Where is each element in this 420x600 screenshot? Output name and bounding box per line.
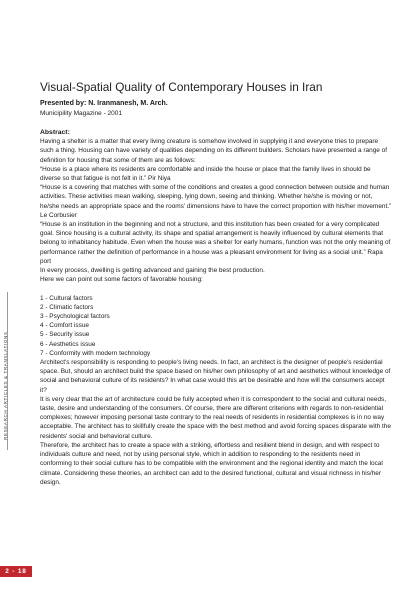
paragraph: Having a shelter is a matter that every living creature is somehow involved in supplying it and everyone tries to prepare such a thing. Housing can have variety of qualities depending on its different builders. Scholars have presented a range of definition for housing that some of them are as follows: [40,138,388,164]
list-item: 4 - Comfort issue [40,322,90,330]
abstract-body [40,137,392,487]
paragraph: Here we can point out some factors of favorable housing: [40,276,203,284]
paragraph: “House is an institution in the beginning and not a structure, and this institution has been created for a very complicated goal. Since housing is a cultural activity, its shape and spatial arrangement is heavily influenced by cultural elements that belong to inhabitancy habitude. Even when the house was a shelter for early humans, function was not the only meaning of performance rather the definition of performance in a house was a pleasant environment for living as a social unit.” Rapa port [40,221,391,265]
paragraph: “House is a place where its residents are comfortable and inside the house or place that the family lives in should be diverse so that fatigue is not felt in it.” Pir Niya [40,165,371,183]
section-side-label: RESEARCH ARTICLES & TRANSLATIONS [3,331,8,440]
author-line: Presented by: N. Iranmanesh, M. Arch. [40,100,168,107]
paragraph: “House is a covering that matches with some of the conditions and creates a good connection between outside and human activities. These activities mean walking, sleeping, lying down, seeing and thinking. Whether he/she is moving or not, he/she needs an appropriate space and the rooms' dimensions have to have the correct proportion with his/her movement.” Le Corbusier [40,184,392,219]
paragraph: Therefore, the architect has to create a space with a striking, effortless and resilient blend in design, and with respect to individuals culture and need, not by using personal style, which in addition to responding to the residents need in conforming to their social culture has to be compatible with the environment and the regional identity and match the local climate. Considering these theories, an architect can add to the desired functional, cultural and visual richness in his/her design. [40,441,383,486]
abstract-heading: Abstract: [40,129,70,136]
list-item: 3 - Psychological factors [40,313,110,321]
list-item: 2 - Climatic factors [40,303,94,311]
list-item: 5 - Security issue [40,331,90,339]
paragraph: In every process, dwelling is getting advanced and gaining the best production. [40,267,265,275]
list-item: 6 - Aesthetics issue [40,340,96,348]
list-item: 7 - Conformity with modern technology [40,349,151,357]
list-item: 1 - Cultural factors [40,294,93,302]
paragraph: Architect's responsibility is responding to people's living needs. In fact, an architect is the designer of people's residential space. But, should an architect build the space based on his/her own philosophy of art and aesthetics without knowledge of social and behavioral culture of its residents? In what case would this art be desirable and how will the consumers accept it? [40,359,391,394]
page-number-tab: 2 - 18 [0,566,32,577]
article [40,80,392,487]
article-title: Visual-Spatial Quality of Contemporary Houses in Iran [40,80,323,94]
paragraph: It is very clear that the art of architecture could be fully accepted when it is correspondent to the social and cultural needs, taste, desire and understanding of the consumers. Of course, there are different criterions with regards to non-residential complexes; however imposing personal taste contrary to the real needs of residents in residential complexes is in no way acceptable. The architect has to skillfully create the space with the best method and avoid forcing spaces disparate with the residents' social and behavioral culture. [40,395,391,440]
factors-list [40,294,392,358]
spacer [40,284,392,293]
source-line: Municipility Magazine - 2001 [40,110,123,117]
